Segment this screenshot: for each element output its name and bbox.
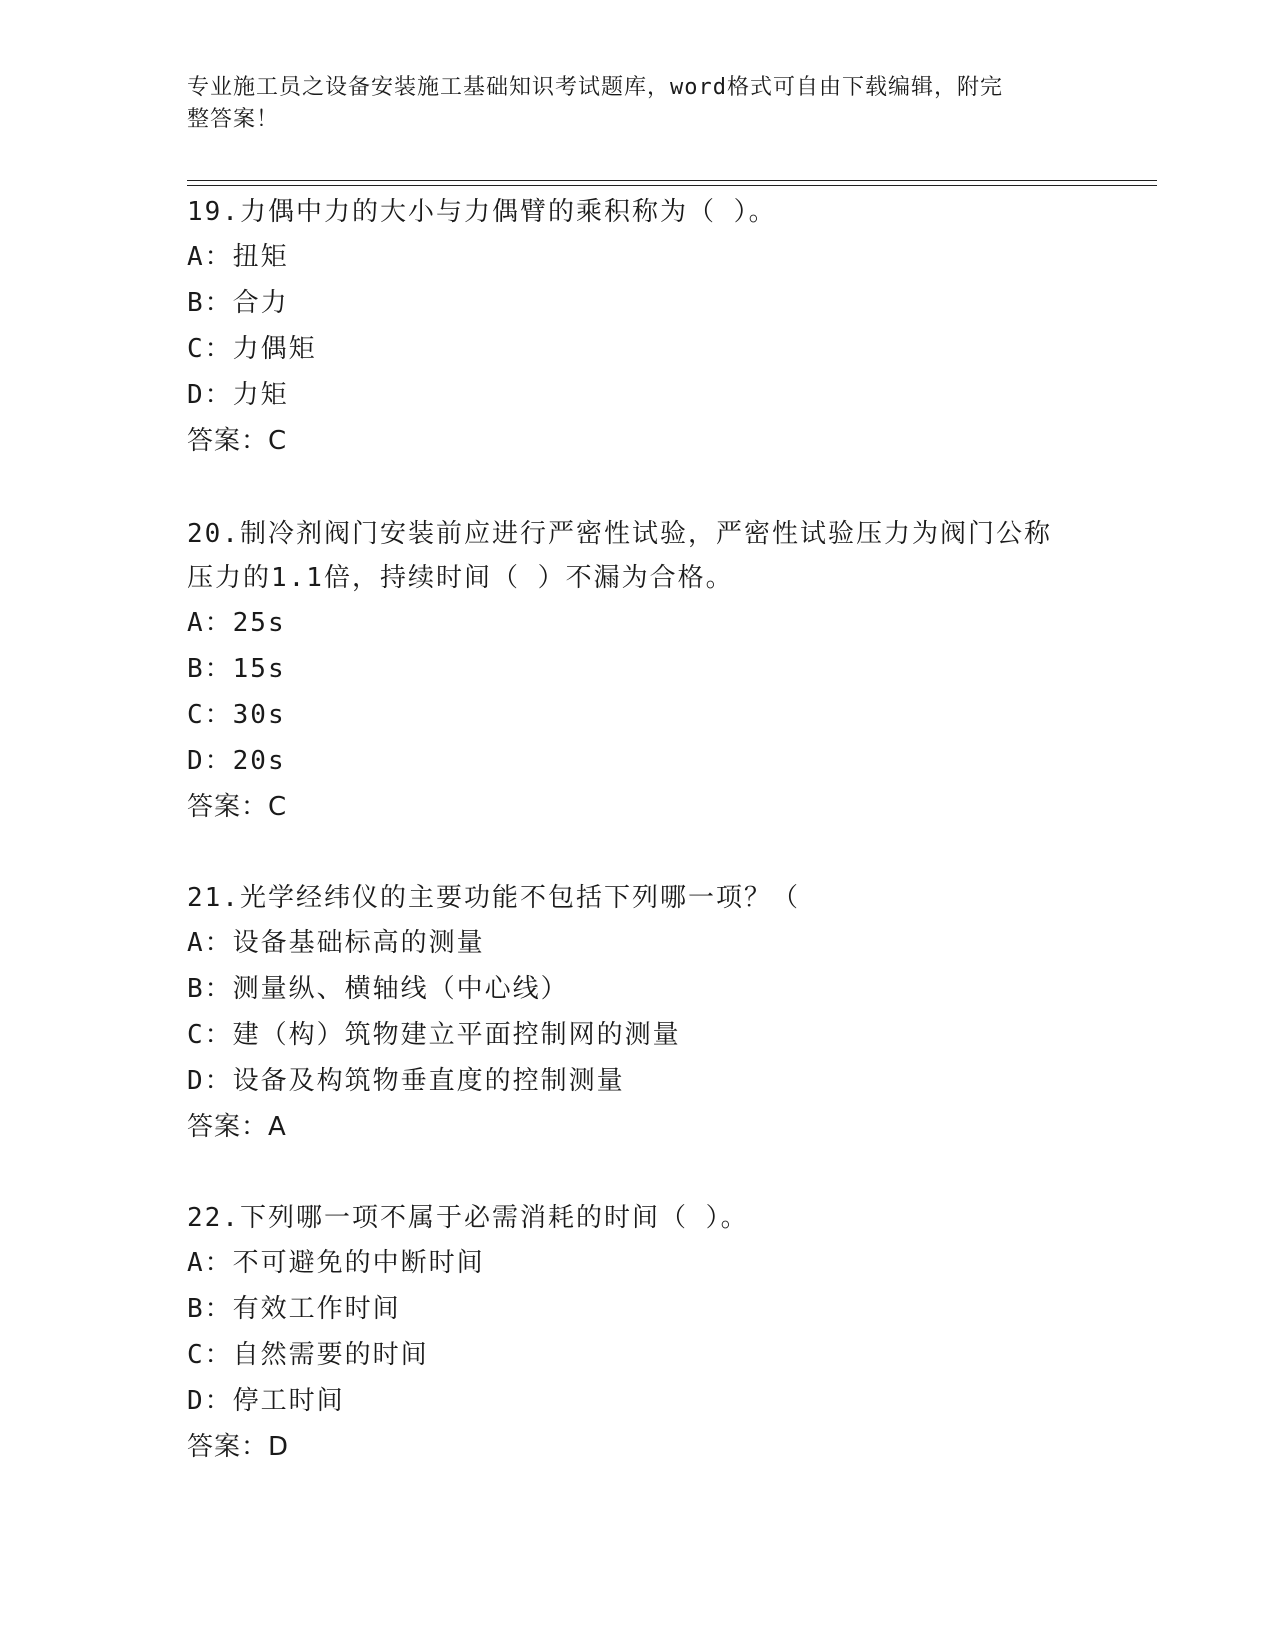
option-a: A：设备基础标高的测量 xyxy=(187,928,485,958)
question-text: 19.力偶中力的大小与力偶臂的乘积称为（ ）。 xyxy=(187,197,777,227)
option-d: D：力矩 xyxy=(187,380,289,410)
header-line-2: 整答案！ xyxy=(187,107,280,132)
header-divider-bottom xyxy=(187,185,1157,186)
option-c: C：30s xyxy=(187,700,286,730)
question-text-line-1: 20.制冷剂阀门安装前应进行严密性试验，严密性试验压力为阀门公称 xyxy=(187,519,1052,549)
question-22 xyxy=(187,1196,1087,1470)
option-d: D：设备及构筑物垂直度的控制测量 xyxy=(187,1066,625,1096)
answer: 答案：C xyxy=(187,792,288,822)
question-19 xyxy=(187,190,1087,464)
option-c: C：自然需要的时间 xyxy=(187,1340,429,1370)
question-20 xyxy=(187,512,1087,830)
option-d: D：停工时间 xyxy=(187,1386,345,1416)
option-a: A：不可避免的中断时间 xyxy=(187,1248,485,1278)
option-b: B：合力 xyxy=(187,288,289,318)
answer: 答案：D xyxy=(187,1432,290,1462)
question-text: 22.下列哪一项不属于必需消耗的时间（ ）。 xyxy=(187,1203,749,1233)
question-text: 21.光学经纬仪的主要功能不包括下列哪一项？（ xyxy=(187,883,800,913)
option-c: C：力偶矩 xyxy=(187,334,317,364)
option-a: A：25s xyxy=(187,608,286,638)
option-d: D：20s xyxy=(187,746,286,776)
question-text-line-2: 压力的1.1倍，持续时间（ ）不漏为合格。 xyxy=(187,563,734,593)
option-a: A：扭矩 xyxy=(187,242,289,272)
header-line-1: 专业施工员之设备安装施工基础知识考试题库，word格式可自由下载编辑，附完 xyxy=(187,75,1003,100)
option-b: B：有效工作时间 xyxy=(187,1294,401,1324)
option-b: B：测量纵、横轴线（中心线） xyxy=(187,974,569,1004)
option-c: C：建（构）筑物建立平面控制网的测量 xyxy=(187,1020,681,1050)
answer: 答案：C xyxy=(187,426,288,456)
option-b: B：15s xyxy=(187,654,286,684)
question-21 xyxy=(187,876,1087,1150)
document-header xyxy=(187,72,1067,136)
answer: 答案：A xyxy=(187,1112,287,1142)
header-divider-top xyxy=(187,180,1157,181)
